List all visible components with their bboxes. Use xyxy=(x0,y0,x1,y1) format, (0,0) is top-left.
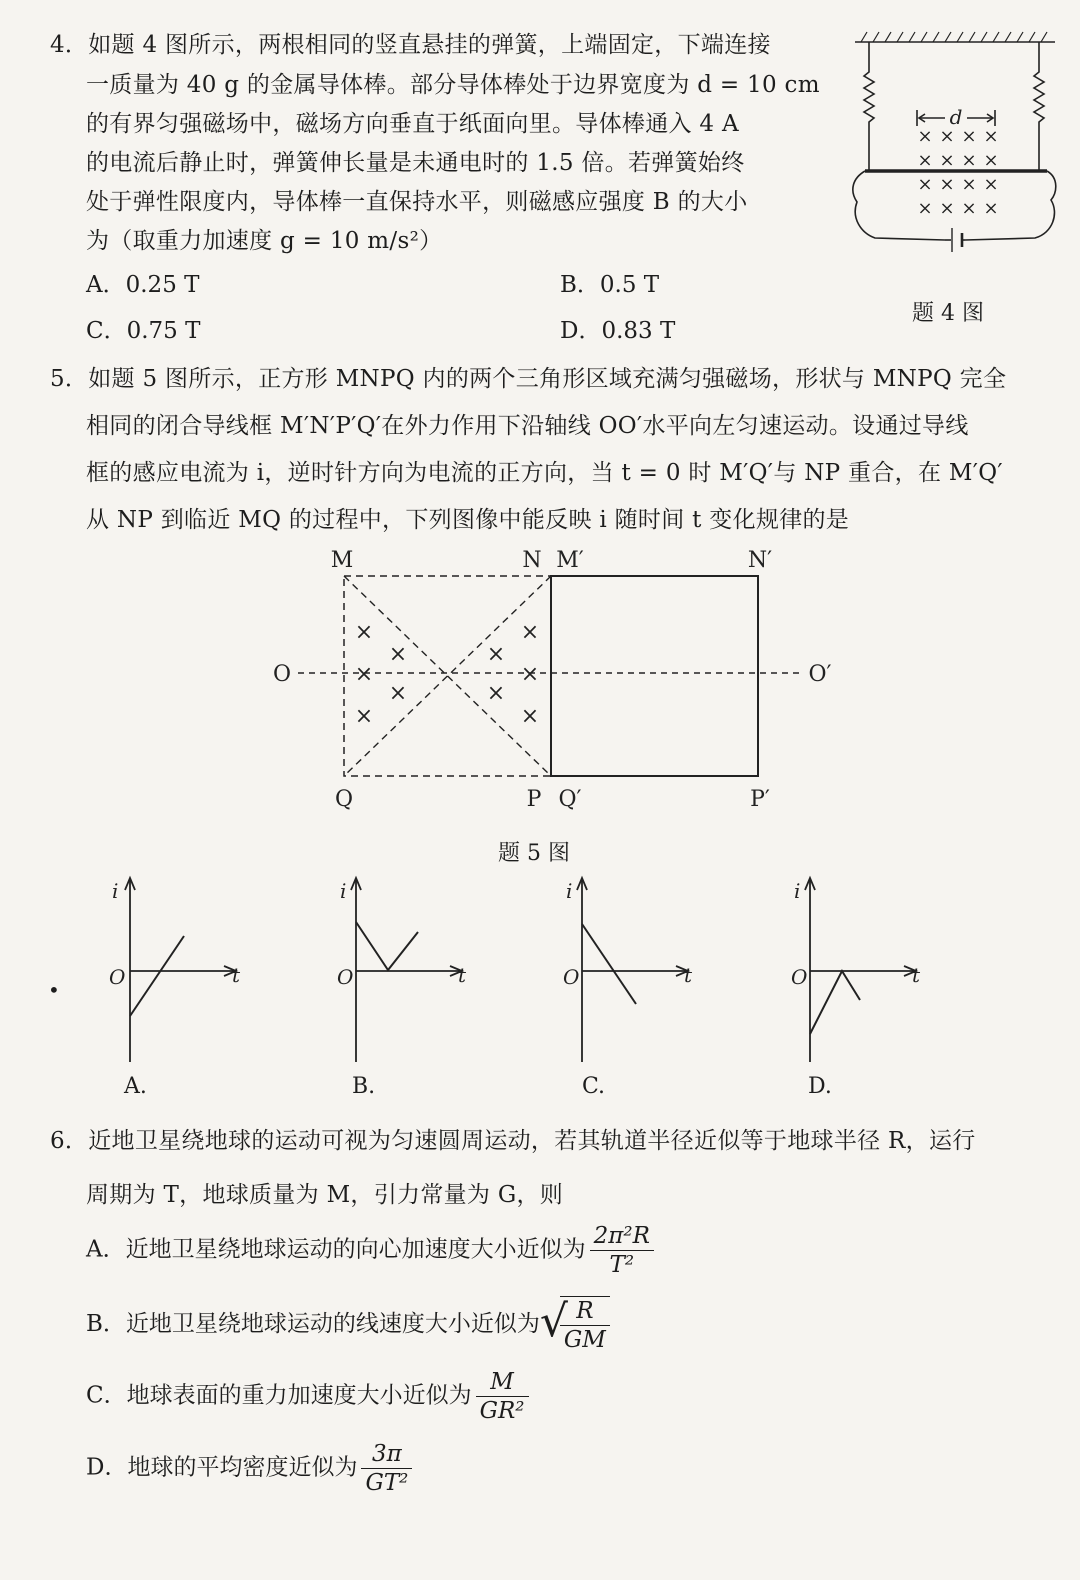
svg-text:t: t xyxy=(912,963,921,987)
q5-graph-a[interactable] xyxy=(100,870,260,1070)
wire-frame xyxy=(551,576,758,776)
q4-line-6: 为（取重力加速度 g = 10 m/s²） xyxy=(86,228,443,254)
svg-text:×: × xyxy=(939,174,955,195)
q5-graph-c[interactable] xyxy=(552,870,712,1070)
svg-text:t: t xyxy=(458,963,467,987)
svg-text:×: × xyxy=(354,704,374,729)
q4-option-b[interactable]: B．0.5 T xyxy=(560,272,660,298)
label-q: Q xyxy=(334,787,354,812)
svg-text:×: × xyxy=(917,174,933,195)
svg-text:×: × xyxy=(961,198,977,219)
q5-figure-caption: 题 5 图 xyxy=(498,841,570,866)
svg-text:×: × xyxy=(961,150,977,171)
q6-option-d[interactable]: D．地球的平均密度近似为 $\frac{3\pi}{\text{GT²}}$ xyxy=(86,1440,412,1497)
label-n-prime: N′ xyxy=(747,548,773,573)
q5-option-b[interactable]: B. xyxy=(352,1074,376,1099)
svg-text:O: O xyxy=(563,965,580,989)
svg-text:×: × xyxy=(917,126,933,147)
axis-t: t xyxy=(232,963,241,987)
q4-line-1: 4．如题 4 图所示，两根相同的竖直悬挂的弹簧，上端固定，下端连接 xyxy=(50,32,771,58)
svg-text:×: × xyxy=(520,620,540,645)
svg-text:×: × xyxy=(917,198,933,219)
svg-text:×: × xyxy=(354,662,374,687)
q6-option-c[interactable]: C．地球表面的重力加速度大小近似为 $\frac{M}{\text{GR²}}$ xyxy=(86,1368,529,1425)
q6-option-a[interactable]: A．近地卫星绕地球运动的向心加速度大小近似为 $\frac{\text{2π²R}}{\text{T²}}$ xyxy=(86,1222,654,1279)
svg-text:×: × xyxy=(520,704,540,729)
svg-text:×: × xyxy=(983,150,999,171)
svg-text:i: i xyxy=(566,879,573,903)
svg-text:×: × xyxy=(961,174,977,195)
label-p: P xyxy=(526,787,542,812)
fraction: $\frac{3\pi}{\text{GT²}}$ xyxy=(361,1440,412,1497)
svg-text:×: × xyxy=(388,681,408,706)
svg-text:t: t xyxy=(684,963,693,987)
q6-line-2: 周期为 T，地球质量为 M，引力常量为 G，则 xyxy=(86,1182,564,1208)
fraction: $\frac{\text{2π²R}}{\text{T²}}$ xyxy=(590,1222,654,1279)
svg-text:×: × xyxy=(961,126,977,147)
q5-option-c[interactable]: C. xyxy=(582,1074,606,1099)
q4-line-2: 一质量为 40 g 的金属导体棒。部分导体棒处于边界宽度为 d = 10 cm xyxy=(86,72,820,98)
svg-text:O: O xyxy=(337,965,354,989)
q4-label-d: d xyxy=(949,105,963,129)
svg-text:×: × xyxy=(939,126,955,147)
q4-line-3: 的有界匀强磁场中，磁场方向垂直于纸面向里。导体棒通入 4 A xyxy=(86,111,739,137)
axis-i: i xyxy=(112,879,119,903)
q4-line-4: 的电流后静止时，弹簧伸长量是未通电时的 1.5 倍。若弹簧始终 xyxy=(86,150,745,176)
fraction: $\frac{M}{\text{GR²}}$ xyxy=(476,1368,529,1425)
q4-option-a[interactable]: A．0.25 T xyxy=(86,272,200,298)
q4-option-c[interactable]: C．0.75 T xyxy=(86,318,201,344)
right-spring xyxy=(1034,42,1044,170)
q4-option-d[interactable]: D．0.83 T xyxy=(560,318,676,344)
label-m: M xyxy=(330,548,354,573)
q5-option-a[interactable]: A. xyxy=(124,1074,147,1099)
svg-text:×: × xyxy=(939,150,955,171)
q5-figure-frame-field xyxy=(260,540,840,820)
label-n: N xyxy=(522,548,542,573)
q5-graph-b[interactable] xyxy=(326,870,486,1070)
svg-text:×: × xyxy=(354,620,374,645)
svg-text:×: × xyxy=(983,174,999,195)
left-spring xyxy=(864,42,874,170)
q5-line-1: 5．如题 5 图所示，正方形 MNPQ 内的两个三角形区域充满匀强磁场，形状与 MNPQ 完全 xyxy=(50,366,1007,392)
square-root: √ $\frac{R}{GM}$ xyxy=(540,1296,610,1354)
label-p-prime: P′ xyxy=(750,787,770,812)
svg-text:×: × xyxy=(486,681,506,706)
svg-text:×: × xyxy=(388,642,408,667)
q5-line-4: 从 NP 到临近 MQ 的过程中，下列图像中能反映 i 随时间 t 变化规律的是 xyxy=(86,507,850,533)
q5-field-crosses xyxy=(355,620,539,729)
svg-text:×: × xyxy=(520,662,540,687)
svg-text:×: × xyxy=(939,198,955,219)
label-m-prime: M′ xyxy=(556,548,584,573)
svg-text:×: × xyxy=(486,642,506,667)
q6-option-b[interactable]: B．近地卫星绕地球运动的线速度大小近似为 √ $\frac{R}{GM}$ xyxy=(86,1296,610,1354)
q5-line-3: 框的感应电流为 i，逆时针方向为电流的正方向，当 t = 0 时 M′Q′与 NP 重合，在 M′Q′ xyxy=(86,460,1003,486)
axis-origin: O xyxy=(109,965,126,989)
q5-line-2: 相同的闭合导线框 M′N′P′Q′在外力作用下沿轴线 OO′水平向左匀速运动。设通过导线 xyxy=(86,413,969,439)
q5-option-d[interactable]: D. xyxy=(808,1074,832,1099)
q4-figure-spring-rod xyxy=(845,28,1065,278)
svg-text:×: × xyxy=(983,198,999,219)
svg-text:×: × xyxy=(917,150,933,171)
label-o-prime: O′ xyxy=(808,662,832,687)
svg-text:×: × xyxy=(983,126,999,147)
label-o: O xyxy=(272,662,292,687)
stray-dot: • xyxy=(48,978,60,1002)
svg-text:i: i xyxy=(340,879,347,903)
q4-figure-caption: 题 4 图 xyxy=(912,301,984,326)
svg-text:O: O xyxy=(791,965,808,989)
q5-graph-d[interactable] xyxy=(780,870,940,1070)
label-q-prime: Q′ xyxy=(558,787,582,812)
q6-line-1: 6．近地卫星绕地球的运动可视为匀速圆周运动，若其轨道半径近似等于地球半径 R，运行 xyxy=(50,1128,976,1154)
svg-text:i: i xyxy=(794,879,801,903)
q4-line-5: 处于弹性限度内，导体棒一直保持水平，则磁感应强度 B 的大小 xyxy=(86,189,748,215)
